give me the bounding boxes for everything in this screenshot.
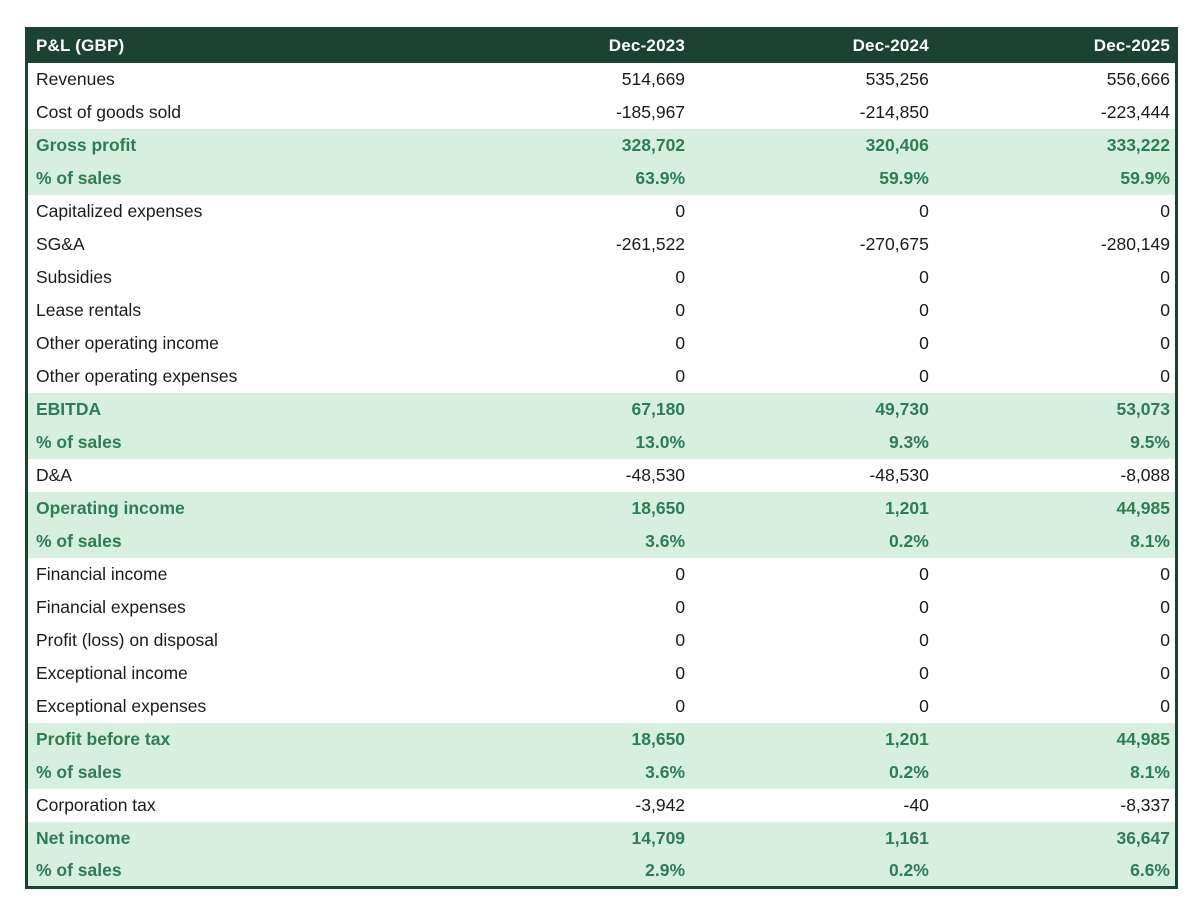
cell-value: 0	[934, 690, 1177, 723]
cell-value: 0	[690, 195, 934, 228]
cell-value: 9.5%	[934, 426, 1177, 459]
cell-value: 53,073	[934, 393, 1177, 426]
cell-value: 535,256	[690, 63, 934, 96]
cell-value: 49,730	[690, 393, 934, 426]
row-label: SG&A	[27, 228, 447, 261]
cell-value: 0	[446, 624, 690, 657]
row-label: Revenues	[27, 63, 447, 96]
cell-value: 44,985	[934, 723, 1177, 756]
table-row	[27, 690, 1177, 723]
cell-value: 1,201	[690, 723, 934, 756]
pnl-statement-table	[25, 27, 1178, 889]
row-label: Subsidies	[27, 261, 447, 294]
table-row	[27, 723, 1177, 756]
cell-value: 0	[690, 360, 934, 393]
cell-value: 0	[446, 327, 690, 360]
row-label: Capitalized expenses	[27, 195, 447, 228]
table-row	[27, 261, 1177, 294]
cell-value: -280,149	[934, 228, 1177, 261]
table-row	[27, 96, 1177, 129]
table-row	[27, 195, 1177, 228]
row-label: Corporation tax	[27, 789, 447, 822]
cell-value: 1,161	[690, 822, 934, 855]
cell-value: 0	[446, 195, 690, 228]
row-label: % of sales	[27, 162, 447, 195]
cell-value: 0	[690, 558, 934, 591]
row-label: Profit before tax	[27, 723, 447, 756]
cell-value: -223,444	[934, 96, 1177, 129]
cell-value: 0	[690, 327, 934, 360]
cell-value: 0	[934, 624, 1177, 657]
cell-value: 0.2%	[690, 855, 934, 888]
cell-value: 333,222	[934, 129, 1177, 162]
table-row	[27, 294, 1177, 327]
cell-value: 0	[934, 657, 1177, 690]
cell-value: 44,985	[934, 492, 1177, 525]
header-row	[27, 29, 1177, 63]
cell-value: 0	[690, 624, 934, 657]
table-row	[27, 63, 1177, 96]
row-label: Exceptional income	[27, 657, 447, 690]
table-row	[27, 327, 1177, 360]
cell-value: -40	[690, 789, 934, 822]
row-label: Lease rentals	[27, 294, 447, 327]
column-header: Dec-2023	[446, 29, 690, 63]
table-row	[27, 624, 1177, 657]
cell-value: 0	[690, 690, 934, 723]
row-label: EBITDA	[27, 393, 447, 426]
table-row	[27, 822, 1177, 855]
row-label: Other operating expenses	[27, 360, 447, 393]
table-row	[27, 393, 1177, 426]
cell-value: -48,530	[446, 459, 690, 492]
table-row	[27, 789, 1177, 822]
table-row	[27, 162, 1177, 195]
table-row	[27, 657, 1177, 690]
cell-value: 514,669	[446, 63, 690, 96]
cell-value: 63.9%	[446, 162, 690, 195]
table-body	[27, 63, 1177, 888]
cell-value: 0	[690, 261, 934, 294]
cell-value: 0	[690, 591, 934, 624]
table-row	[27, 558, 1177, 591]
cell-value: -48,530	[690, 459, 934, 492]
table-row	[27, 360, 1177, 393]
cell-value: -185,967	[446, 96, 690, 129]
cell-value: 59.9%	[690, 162, 934, 195]
cell-value: 0	[446, 657, 690, 690]
cell-value: 0	[446, 690, 690, 723]
row-label: D&A	[27, 459, 447, 492]
row-label: % of sales	[27, 756, 447, 789]
cell-value: 0	[934, 558, 1177, 591]
cell-value: 0	[446, 294, 690, 327]
cell-value: 0	[934, 591, 1177, 624]
row-label: % of sales	[27, 525, 447, 558]
cell-value: 0	[690, 294, 934, 327]
table-row	[27, 129, 1177, 162]
cell-value: 67,180	[446, 393, 690, 426]
row-label: Exceptional expenses	[27, 690, 447, 723]
cell-value: 0	[446, 558, 690, 591]
row-label: Cost of goods sold	[27, 96, 447, 129]
cell-value: 320,406	[690, 129, 934, 162]
cell-value: -270,675	[690, 228, 934, 261]
column-header: Dec-2024	[690, 29, 934, 63]
cell-value: 556,666	[934, 63, 1177, 96]
cell-value: 36,647	[934, 822, 1177, 855]
cell-value: 59.9%	[934, 162, 1177, 195]
cell-value: -8,088	[934, 459, 1177, 492]
cell-value: 3.6%	[446, 525, 690, 558]
table-row	[27, 492, 1177, 525]
cell-value: 0	[934, 294, 1177, 327]
table-row	[27, 591, 1177, 624]
pnl-table	[25, 27, 1178, 889]
row-label: Operating income	[27, 492, 447, 525]
cell-value: 18,650	[446, 723, 690, 756]
cell-value: 9.3%	[690, 426, 934, 459]
cell-value: 0	[690, 657, 934, 690]
cell-value: 0	[446, 261, 690, 294]
cell-value: 0	[446, 591, 690, 624]
row-label: % of sales	[27, 426, 447, 459]
table-row	[27, 756, 1177, 789]
row-label: Financial expenses	[27, 591, 447, 624]
cell-value: 1,201	[690, 492, 934, 525]
cell-value: 0.2%	[690, 525, 934, 558]
cell-value: 0.2%	[690, 756, 934, 789]
cell-value: 3.6%	[446, 756, 690, 789]
table-row	[27, 525, 1177, 558]
cell-value: 8.1%	[934, 525, 1177, 558]
cell-value: 8.1%	[934, 756, 1177, 789]
cell-value: 0	[934, 360, 1177, 393]
row-label: Gross profit	[27, 129, 447, 162]
cell-value: -3,942	[446, 789, 690, 822]
table-row	[27, 228, 1177, 261]
cell-value: -8,337	[934, 789, 1177, 822]
cell-value: 14,709	[446, 822, 690, 855]
table-row	[27, 426, 1177, 459]
row-label: Financial income	[27, 558, 447, 591]
cell-value: 0	[934, 261, 1177, 294]
row-label: % of sales	[27, 855, 447, 888]
cell-value: 18,650	[446, 492, 690, 525]
cell-value: -214,850	[690, 96, 934, 129]
cell-value: 328,702	[446, 129, 690, 162]
row-label: Net income	[27, 822, 447, 855]
row-label: Profit (loss) on disposal	[27, 624, 447, 657]
cell-value: 0	[934, 195, 1177, 228]
table-row	[27, 855, 1177, 888]
cell-value: 13.0%	[446, 426, 690, 459]
cell-value: 0	[934, 327, 1177, 360]
column-header: Dec-2025	[934, 29, 1177, 63]
cell-value: -261,522	[446, 228, 690, 261]
cell-value: 0	[446, 360, 690, 393]
table-title: P&L (GBP)	[27, 29, 447, 63]
table-row	[27, 459, 1177, 492]
row-label: Other operating income	[27, 327, 447, 360]
cell-value: 6.6%	[934, 855, 1177, 888]
cell-value: 2.9%	[446, 855, 690, 888]
